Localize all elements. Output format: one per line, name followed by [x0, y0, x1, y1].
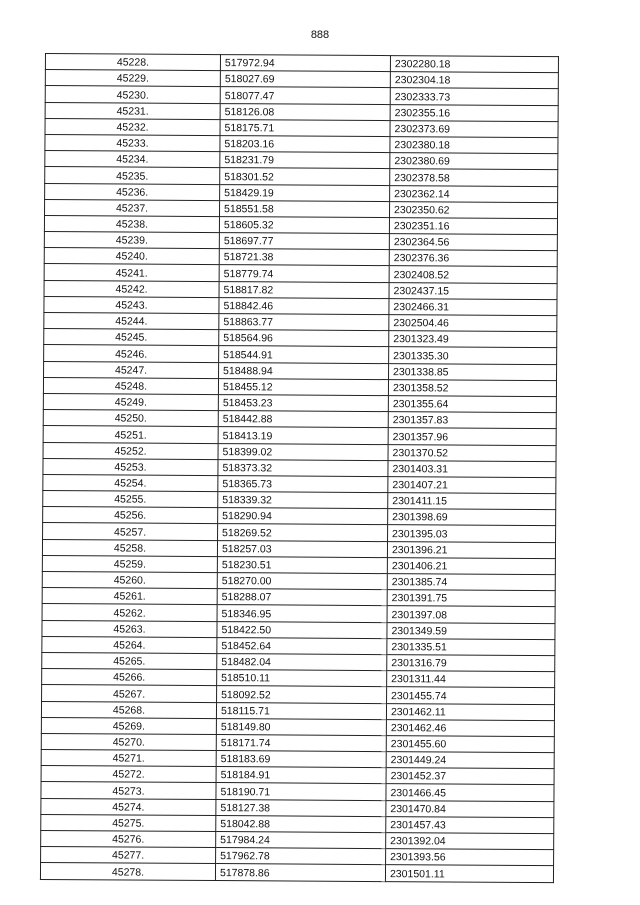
x-coordinate-cell: 518175.71 [220, 119, 390, 136]
x-coordinate-cell: 518863.77 [219, 314, 389, 331]
x-coordinate-cell: 518488.94 [219, 362, 389, 379]
y-coordinate-cell: 2301397.08 [387, 606, 555, 623]
y-coordinate-cell: 2301411.15 [388, 493, 556, 510]
y-coordinate-cell: 2302333.73 [390, 88, 558, 105]
point-number-cell: 45249. [43, 393, 218, 410]
point-number-cell: 45275. [41, 814, 216, 831]
y-coordinate-cell: 2301358.52 [388, 379, 556, 396]
point-number-cell: 45251. [43, 426, 218, 443]
y-coordinate-cell: 2301407.21 [388, 476, 556, 493]
x-coordinate-cell: 518605.32 [219, 216, 389, 233]
x-coordinate-cell: 518697.77 [219, 233, 389, 250]
x-coordinate-cell: 518373.32 [218, 459, 388, 476]
x-coordinate-cell: 518269.52 [218, 524, 388, 541]
x-coordinate-cell: 518455.12 [218, 378, 388, 395]
point-number-cell: 45255. [43, 491, 218, 508]
y-coordinate-cell: 2302504.46 [389, 315, 557, 332]
x-coordinate-cell: 518027.69 [220, 71, 390, 88]
x-coordinate-cell: 518721.38 [219, 249, 389, 266]
y-coordinate-cell: 2301311.44 [387, 671, 555, 688]
x-coordinate-cell: 518442.88 [218, 411, 388, 428]
y-coordinate-cell: 2301391.75 [387, 590, 555, 607]
x-coordinate-cell: 518453.23 [218, 395, 388, 412]
x-coordinate-cell: 517972.94 [220, 55, 390, 72]
point-number-cell: 45254. [43, 474, 218, 491]
y-coordinate-cell: 2302408.52 [389, 266, 557, 283]
y-coordinate-cell: 2302351.16 [389, 217, 557, 234]
x-coordinate-cell: 518203.16 [220, 136, 390, 153]
point-number-cell: 45245. [44, 329, 219, 346]
x-coordinate-cell: 518127.38 [216, 799, 386, 816]
point-number-cell: 45261. [42, 588, 217, 605]
y-coordinate-cell: 2302355.16 [390, 104, 558, 121]
x-coordinate-cell: 518183.69 [216, 751, 386, 768]
y-coordinate-cell: 2301449.24 [386, 752, 554, 769]
point-number-cell: 45236. [45, 183, 220, 200]
point-number-cell: 45262. [42, 604, 217, 621]
y-coordinate-cell: 2301406.21 [387, 557, 555, 574]
x-coordinate-cell: 518452.64 [217, 637, 387, 654]
y-coordinate-cell: 2302380.69 [390, 153, 558, 170]
x-coordinate-cell: 518288.07 [217, 589, 387, 606]
table-row [40, 863, 553, 882]
y-coordinate-cell: 2301452.37 [386, 768, 554, 785]
x-coordinate-cell: 518551.58 [220, 200, 390, 217]
y-coordinate-cell: 2301455.60 [386, 735, 554, 752]
point-number-cell: 45276. [41, 830, 216, 847]
point-number-cell: 45234. [45, 151, 220, 168]
x-coordinate-cell: 518346.95 [217, 605, 387, 622]
x-coordinate-cell: 518413.19 [218, 427, 388, 444]
y-coordinate-cell: 2302466.31 [389, 298, 557, 315]
y-coordinate-cell: 2301357.96 [388, 428, 556, 445]
y-coordinate-cell: 2301398.69 [388, 509, 556, 526]
x-coordinate-cell: 518126.08 [220, 103, 390, 120]
y-coordinate-cell: 2302362.14 [390, 185, 558, 202]
y-coordinate-cell: 2301392.04 [386, 833, 554, 850]
point-number-cell: 45256. [43, 507, 218, 524]
x-coordinate-cell: 518184.91 [216, 767, 386, 784]
y-coordinate-cell: 2302280.18 [390, 56, 558, 73]
y-coordinate-cell: 2301403.31 [388, 460, 556, 477]
point-number-cell: 45250. [43, 410, 218, 427]
point-number-cell: 45264. [42, 636, 217, 653]
y-coordinate-cell: 2302378.58 [390, 169, 558, 186]
point-number-cell: 45257. [43, 523, 218, 540]
y-coordinate-cell: 2302304.18 [390, 72, 558, 89]
point-number-cell: 45244. [44, 312, 219, 329]
x-coordinate-cell: 518339.32 [218, 492, 388, 509]
point-number-cell: 45269. [41, 717, 216, 734]
x-coordinate-cell: 518231.79 [220, 152, 390, 169]
point-number-cell: 45265. [42, 652, 217, 669]
y-coordinate-cell: 2301335.51 [387, 638, 555, 655]
x-coordinate-cell: 517878.86 [215, 864, 385, 881]
y-coordinate-cell: 2301455.74 [387, 687, 555, 704]
y-coordinate-cell: 2302364.56 [389, 234, 557, 251]
y-coordinate-cell: 2301470.84 [386, 800, 554, 817]
point-number-cell: 45228. [45, 54, 220, 71]
point-number-cell: 45237. [45, 199, 220, 216]
y-coordinate-cell: 2302380.18 [390, 137, 558, 154]
coordinates-table-body [40, 54, 558, 883]
point-number-cell: 45229. [45, 70, 220, 87]
x-coordinate-cell: 518270.00 [217, 573, 387, 590]
y-coordinate-cell: 2301462.11 [386, 703, 554, 720]
x-coordinate-cell: 518042.88 [216, 815, 386, 832]
y-coordinate-cell: 2301501.11 [385, 865, 553, 882]
point-number-cell: 45259. [42, 555, 217, 572]
y-coordinate-cell: 2302373.69 [390, 120, 558, 137]
point-number-cell: 45235. [45, 167, 220, 184]
x-coordinate-cell: 518429.19 [220, 184, 390, 201]
x-coordinate-cell: 517962.78 [216, 848, 386, 865]
point-number-cell: 45270. [41, 733, 216, 750]
x-coordinate-cell: 518365.73 [218, 475, 388, 492]
y-coordinate-cell: 2301349.59 [387, 622, 555, 639]
x-coordinate-cell: 518092.52 [217, 686, 387, 703]
y-coordinate-cell: 2301357.83 [388, 412, 556, 429]
point-number-cell: 45242. [44, 280, 219, 297]
y-coordinate-cell: 2301396.21 [387, 541, 555, 558]
x-coordinate-cell: 518230.51 [217, 556, 387, 573]
point-number-cell: 45278. [40, 863, 215, 880]
point-number-cell: 45240. [44, 248, 219, 265]
y-coordinate-cell: 2301370.52 [388, 444, 556, 461]
x-coordinate-cell: 518149.80 [216, 718, 386, 735]
x-coordinate-cell: 518290.94 [218, 508, 388, 525]
point-number-cell: 45260. [42, 571, 217, 588]
x-coordinate-cell: 518115.71 [216, 702, 386, 719]
point-number-cell: 45271. [41, 750, 216, 767]
x-coordinate-cell: 518564.96 [219, 330, 389, 347]
y-coordinate-cell: 2302376.36 [389, 250, 557, 267]
y-coordinate-cell: 2301323.49 [389, 331, 557, 348]
y-coordinate-cell: 2302437.15 [389, 282, 557, 299]
y-coordinate-cell: 2301462.46 [386, 719, 554, 736]
point-number-cell: 45243. [44, 296, 219, 313]
y-coordinate-cell: 2301393.56 [386, 849, 554, 866]
x-coordinate-cell: 518544.91 [219, 346, 389, 363]
y-coordinate-cell: 2301355.64 [388, 396, 556, 413]
coordinates-table [40, 53, 559, 883]
y-coordinate-cell: 2301316.79 [387, 655, 555, 672]
point-number-cell: 45272. [41, 766, 216, 783]
point-number-cell: 45273. [41, 782, 216, 799]
point-number-cell: 45239. [44, 232, 219, 249]
x-coordinate-cell: 518510.11 [217, 670, 387, 687]
point-number-cell: 45238. [44, 215, 219, 232]
y-coordinate-cell: 2301466.45 [386, 784, 554, 801]
x-coordinate-cell: 518842.46 [219, 297, 389, 314]
point-number-cell: 45263. [42, 620, 217, 637]
point-number-cell: 45266. [42, 669, 217, 686]
y-coordinate-cell: 2301395.03 [388, 525, 556, 542]
point-number-cell: 45277. [41, 847, 216, 864]
point-number-cell: 45267. [42, 685, 217, 702]
x-coordinate-cell: 518301.52 [220, 168, 390, 185]
x-coordinate-cell: 517984.24 [216, 832, 386, 849]
point-number-cell: 45268. [41, 701, 216, 718]
y-coordinate-cell: 2301385.74 [387, 574, 555, 591]
point-number-cell: 45258. [42, 539, 217, 556]
x-coordinate-cell: 518817.82 [219, 281, 389, 298]
point-number-cell: 45253. [43, 458, 218, 475]
y-coordinate-cell: 2301335.30 [389, 347, 557, 364]
point-number-cell: 45230. [45, 86, 220, 103]
point-number-cell: 45231. [45, 102, 220, 119]
x-coordinate-cell: 518257.03 [217, 540, 387, 557]
page-number: 888 [310, 29, 330, 41]
point-number-cell: 45247. [44, 361, 219, 378]
point-number-cell: 45241. [44, 264, 219, 281]
x-coordinate-cell: 518399.02 [218, 443, 388, 460]
point-number-cell: 45248. [43, 377, 218, 394]
y-coordinate-cell: 2301338.85 [389, 363, 557, 380]
y-coordinate-cell: 2302350.62 [390, 201, 558, 218]
point-number-cell: 45274. [41, 798, 216, 815]
point-number-cell: 45233. [45, 134, 220, 151]
x-coordinate-cell: 518482.04 [217, 653, 387, 670]
y-coordinate-cell: 2301457.43 [386, 816, 554, 833]
x-coordinate-cell: 518422.50 [217, 621, 387, 638]
point-number-cell: 45246. [44, 345, 219, 362]
x-coordinate-cell: 518779.74 [219, 265, 389, 282]
point-number-cell: 45252. [43, 442, 218, 459]
point-number-cell: 45232. [45, 118, 220, 135]
x-coordinate-cell: 518171.74 [216, 734, 386, 751]
x-coordinate-cell: 518190.71 [216, 783, 386, 800]
x-coordinate-cell: 518077.47 [220, 87, 390, 104]
